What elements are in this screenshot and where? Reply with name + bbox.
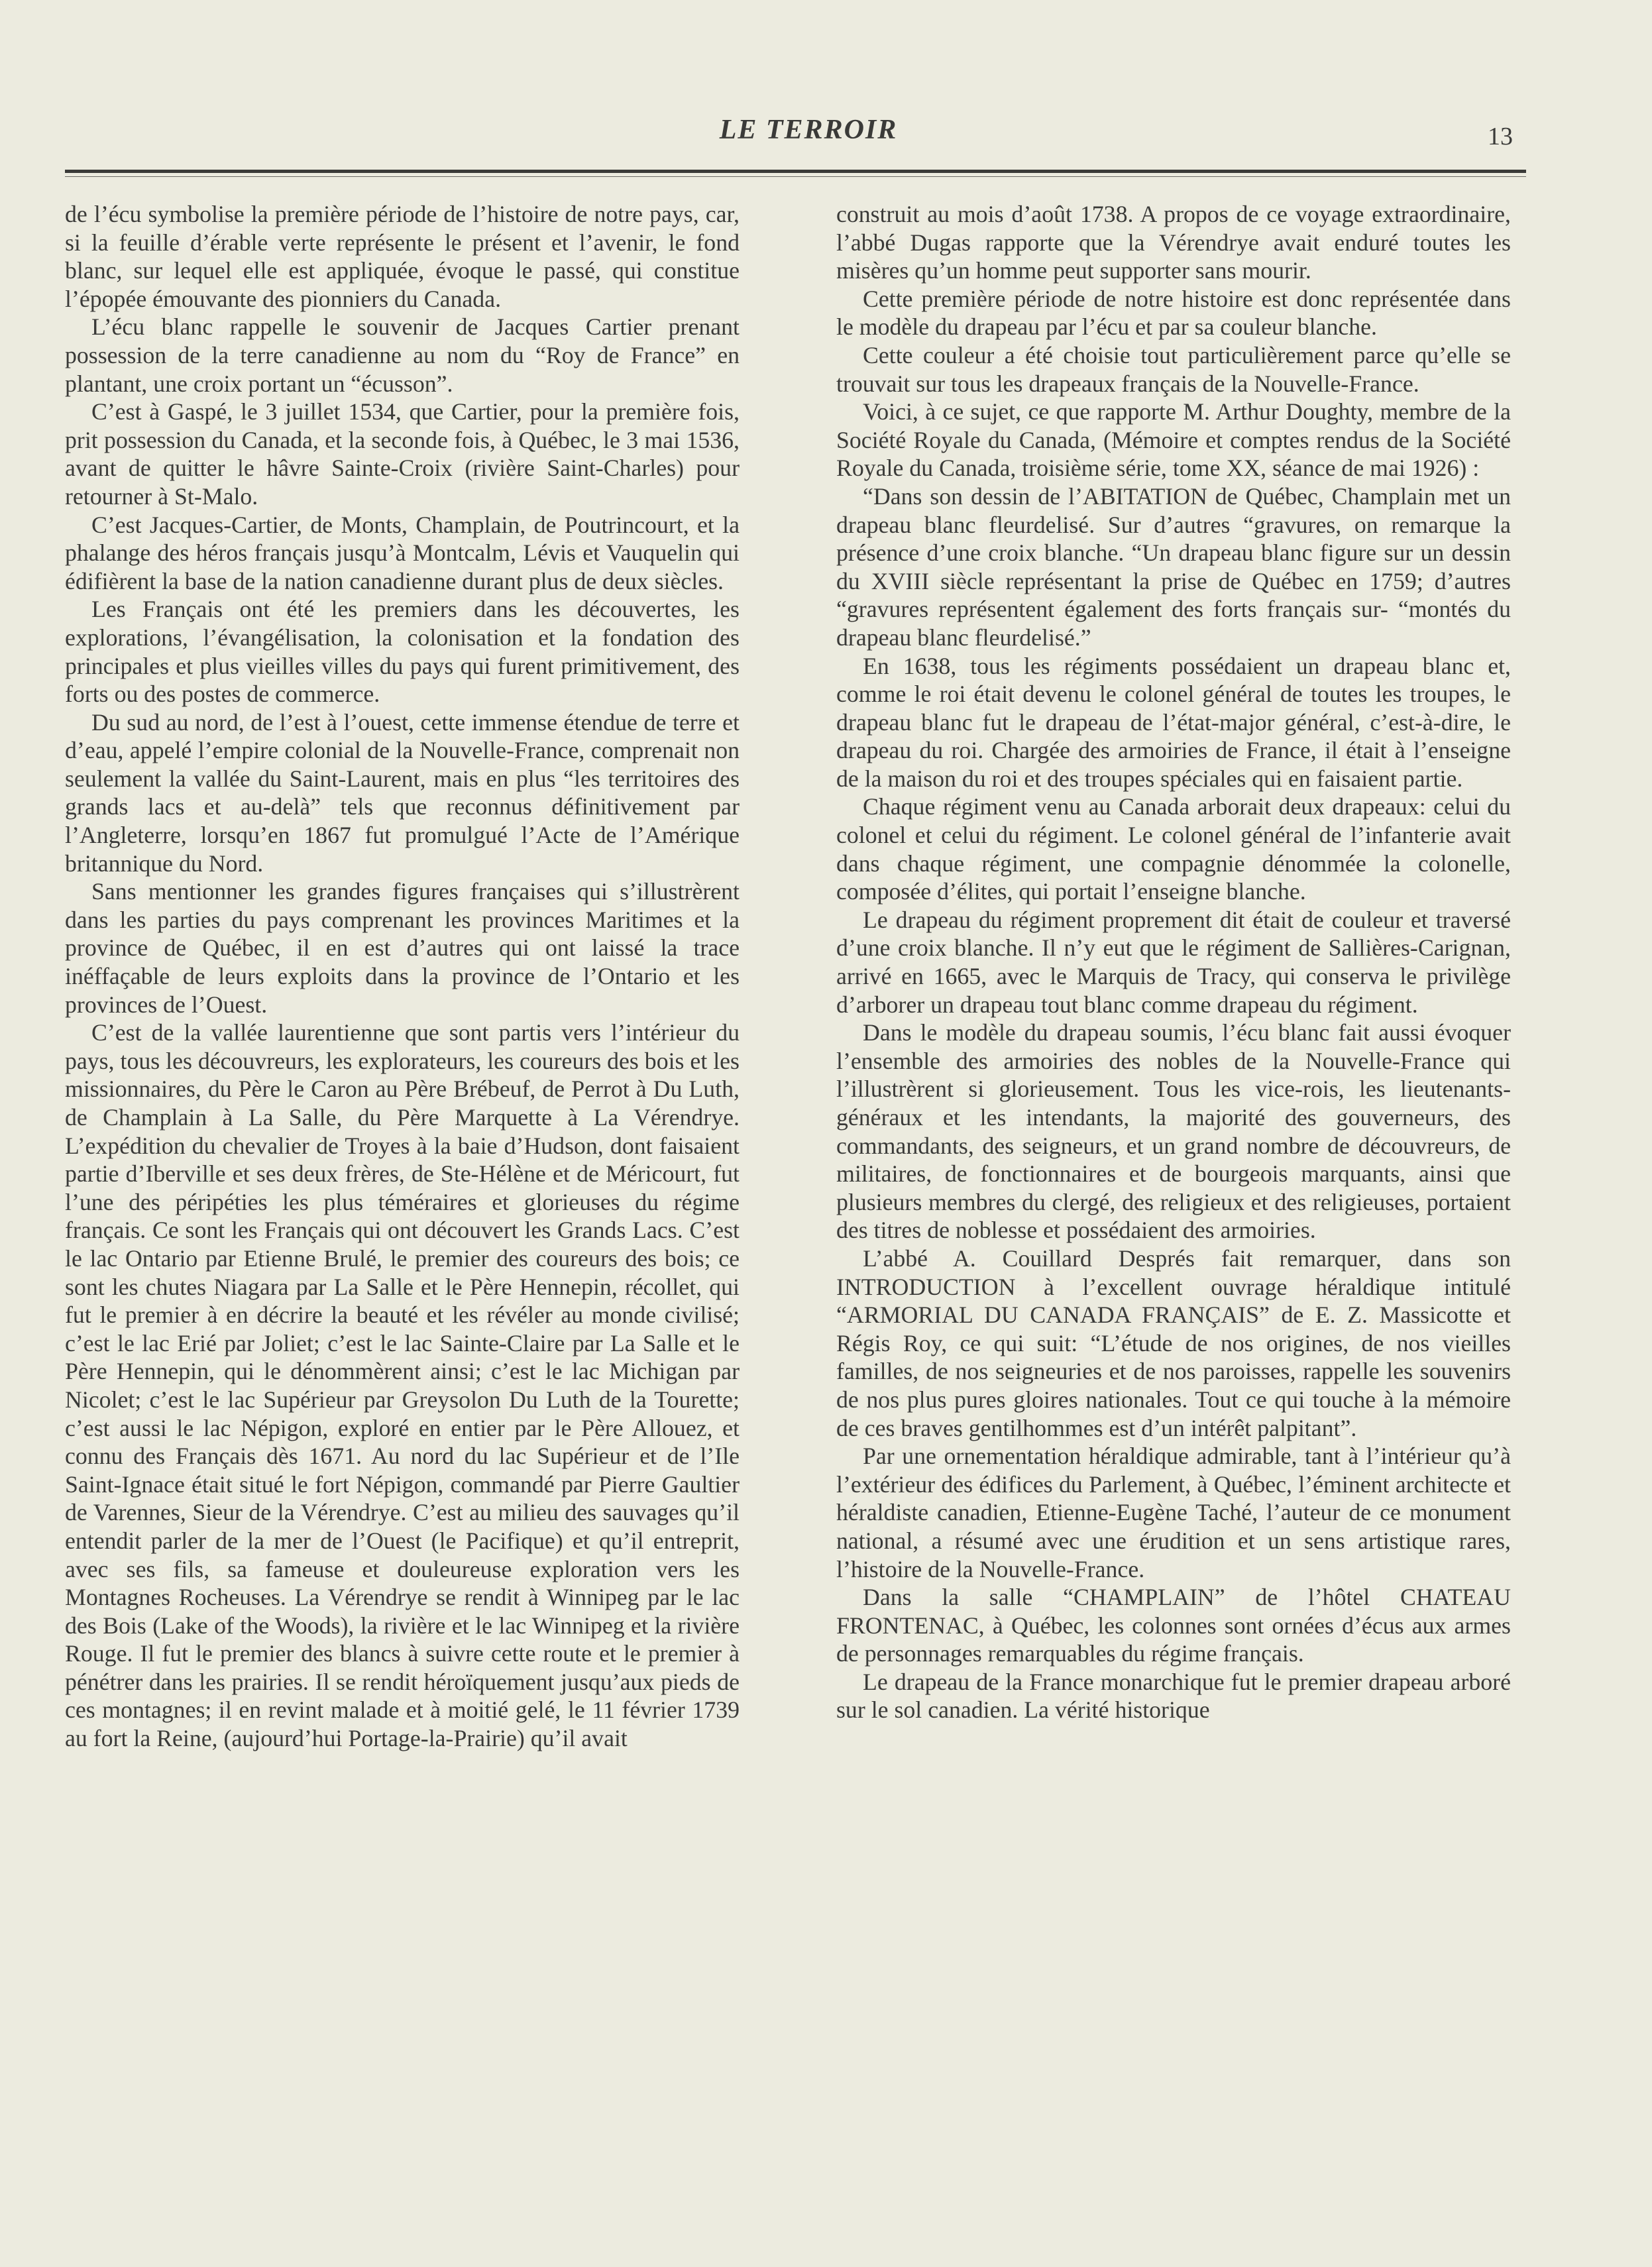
paragraph: Dans la salle “CHAMPLAIN” de l’hôtel CHATEAU FRONTENAC, à Québec, les colonnes sont ornées d’écus aux armes de personnages remarquables du régime français. xyxy=(836,1584,1511,1667)
paragraph: Cette première période de notre histoire est donc représentée dans le modèle du drapeau par l’écu et par sa couleur blanche. xyxy=(836,285,1511,341)
paragraph: Sans mentionner les grandes figures françaises qui s’illustrèrent dans les parties du pays comprenant les provinces Maritimes et la province de Québec, il en est d’autres qui ont laissé la trace inéffaçable de leurs exploits dans la province de l’Ontario et les provinces de l’Ouest. xyxy=(65,878,740,1018)
paragraph: Du sud au nord, de l’est à l’ouest, cette immense étendue de terre et d’eau, appelé l’empire colonial de la Nouvelle-France, comprenait non seulement la vallée du Saint-Laurent, mais en plus “les territoires des grands lacs et au-delà” tels que reconnus définitivement par l’Angleterre, lorsqu’en 1867 fut promulgué l’Acte de l’Amérique britannique du Nord. xyxy=(65,708,740,877)
paragraph: Par une ornementation héraldique admirable, tant à l’intérieur qu’à l’extérieur des édifices du Parlement, à Québec, l’éminent architecte et héraldiste canadien, Etienne-Eugène Taché, l’auteur de ce monument national, a résumé avec une érudition et un sens artistique rares, l’histoire de la Nouvelle-France. xyxy=(836,1443,1511,1582)
paragraph: Le drapeau du régiment proprement dit était de couleur et traversé d’une croix blanche. Il n’y eut que le régiment de Sallières-Carignan, arrivé en 1665, avec le Marquis de Tracy, qui conserva le privilège d’arborer un drapeau tout blanc comme drapeau du régiment. xyxy=(836,906,1511,1018)
paragraph: L’écu blanc rappelle le souvenir de Jacques Cartier prenant possession de la terre canadienne au nom du “Roy de France” en plantant, une croix portant un “écusson”. xyxy=(65,313,740,397)
running-title: LE TERROIR xyxy=(719,115,898,145)
page-number: 13 xyxy=(1488,123,1513,150)
header-rule xyxy=(65,170,1526,173)
left-column xyxy=(65,200,740,1753)
paragraph: C’est de la vallée laurentienne que sont partis vers l’intérieur du pays, tous les découvreurs, les explorateurs, les coureurs des bois et les missionnaires, du Père le Caron au Père Brébeuf, de Perrot à Du Luth, de Champlain à La Salle, du Père Marquette à La Vérendrye. L’expédition du chevalier de Troyes à la baie d’Hudson, dont faisaient partie d’Iberville et ses deux frères, de Ste-Hélène et de Méricourt, fut l’une des péripéties les plus téméraires et glorieuses du régime français. Ce sont les Français qui ont découvert les Grands Lacs. C’est le lac Ontario par Etienne Brulé, le premier des coureurs des bois; ce sont les chutes Niagara par La Salle et le Père Hennepin, récollet, qui fut le premier à en décrire la beauté et les révéler au monde civilisé; c’est le lac Erié par Joliet; c’est le lac Sainte-Claire par La Salle et le Père Hennepin, qui le dénommèrent ainsi; c’est le lac Michigan par Nicolet; c’est le lac Supérieur par Greysolon Du Luth de la Tourette; c’est aussi le lac Népigon, exploré en entier par le Père Allouez, et connu des Français dès 1671. Au nord du lac Supérieur et de l’Ile Saint-Ignace était situé le fort Népigon, commandé par Pierre Gaultier de Varennes, Sieur de la Vérendrye. C’est au milieu des sauvages qu’il entendit parler de la mer de l’Ouest (le Pacifique) et qu’il entreprit, avec ses fils, sa fameuse et douleureuse exploration vers les Montagnes Rocheuses. La Vérendrye se rendit à Winnipeg par le lac des Bois (Lake of the Woods), la rivière et le lac Winnipeg et la rivière Rouge. Il fut le premier des blancs à suivre cette route et le premier à pénétrer dans les prairies. Il se rendit héroïquement jusqu’aux pieds de ces montagnes; il en revint malade et à moitié gelé, le 11 février 1739 au fort la Reine, (aujourd’hui Portage-la-Prairie) qu’il avait xyxy=(65,1019,740,1752)
paragraph: En 1638, tous les régiments possédaient un drapeau blanc et, comme le roi était devenu le colonel général de toutes les troupes, le drapeau blanc fut le drapeau de l’état-major général, c’est-à-dire, le drapeau du roi. Chargée des armoiries de France, il était à l’enseigne de la maison du roi et des troupes spéciales qui en faisaient partie. xyxy=(836,652,1511,792)
header-rule-thin xyxy=(65,176,1526,177)
quotation: “Dans son dessin de l’ABITATION de Québec, Champlain met un drapeau blanc fleurdelisé. Sur d’autres “gravures, on remarque la présence d’une croix blanche. “Un drapeau blanc figure sur un dessin du XVIII siècle représentant la prise de Québec en 1759; d’autres “gravures représentent également des forts français sur- “montés du drapeau blanc fleurdelisé.” xyxy=(836,482,1511,651)
paragraph: Le drapeau de la France monarchique fut le premier drapeau arboré sur le sol canadien. La vérité historique xyxy=(836,1668,1511,1724)
paragraph: C’est à Gaspé, le 3 juillet 1534, que Cartier, pour la première fois, prit possession du Canada, et la seconde fois, à Québec, le 3 mai 1536, avant de quitter le hâvre Sainte-Croix (rivière Saint-Charles) pour retourner à St-Malo. xyxy=(65,398,740,510)
paragraph: Les Français ont été les premiers dans les découvertes, les explorations, l’évangélisation, la colonisation et la fondation des principales et plus vieilles villes du pays qui furent primitivement, des forts ou des postes de commerce. xyxy=(65,596,740,708)
paragraph: Voici, à ce sujet, ce que rapporte M. Arthur Doughty, membre de la Société Royale du Canada, (Mémoire et comptes rendus de la Société Royale du Canada, troisième série, tome XX, séance de mai 1926) : xyxy=(836,398,1511,482)
paragraph: de l’écu symbolise la première période de l’histoire de notre pays, car, si la feuille d’érable verte représente le présent et l’avenir, le fond blanc, sur lequel elle est appliquée, évoque le passé, qui constitue l’épopée émouvante des pionniers du Canada. xyxy=(65,201,740,312)
paragraph: Cette couleur a été choisie tout particulièrement parce qu’elle se trouvait sur tous les drapeaux français de la Nouvelle-France. xyxy=(836,341,1511,397)
paragraph: construit au mois d’août 1738. A propos de ce voyage extraordinaire, l’abbé Dugas rapporte que la Vérendrye avait enduré toutes les misères qu’un homme peut supporter sans mourir. xyxy=(836,201,1511,284)
right-column xyxy=(836,200,1511,1724)
paragraph: Dans le modèle du drapeau soumis, l’écu blanc fait aussi évoquer l’ensemble des armoiries des nobles de la Nouvelle-France qui l’illustrèrent si glorieusement. Tous les vice-rois, les lieutenants-généraux et les intendants, la majorité des gouverneurs, des commandants, des seigneurs, et un grand nombre de découvreurs, de militaires, de fonctionnaires et de bourgeois marquants, ainsi que plusieurs membres du clergé, des religieux et des religieuses, portaient des titres de noblesse et possédaient des armoiries. xyxy=(836,1019,1511,1244)
paragraph: C’est Jacques-Cartier, de Monts, Champlain, de Poutrincourt, et la phalange des héros français jusqu’à Montcalm, Lévis et Vauquelin qui édifièrent la base de la nation canadienne durant plus de deux siècles. xyxy=(65,511,740,594)
paragraph: L’abbé A. Couillard Després fait remarquer, dans son INTRODUCTION à l’excellent ouvrage héraldique intitulé “ARMORIAL DU CANADA FRANÇAIS” de E. Z. Massicotte et Régis Roy, ce qui suit: “L’étude de nos origines, de nos vieilles familles, de nos seigneuries et de nos paroisses, rappelle les souvenirs de nos plus pures gloires nationales. Tout ce qui touche à la mémoire de ces braves gentilhommes est d’un intérêt palpitant”. xyxy=(836,1244,1511,1441)
paragraph: Chaque régiment venu au Canada arborait deux drapeaux: celui du colonel et celui du régiment. Le colonel général de l’infanterie avait dans chaque régiment, une compagnie dénommée la colonelle, composée d’élites, qui portait l’enseigne blanche. xyxy=(836,793,1511,905)
